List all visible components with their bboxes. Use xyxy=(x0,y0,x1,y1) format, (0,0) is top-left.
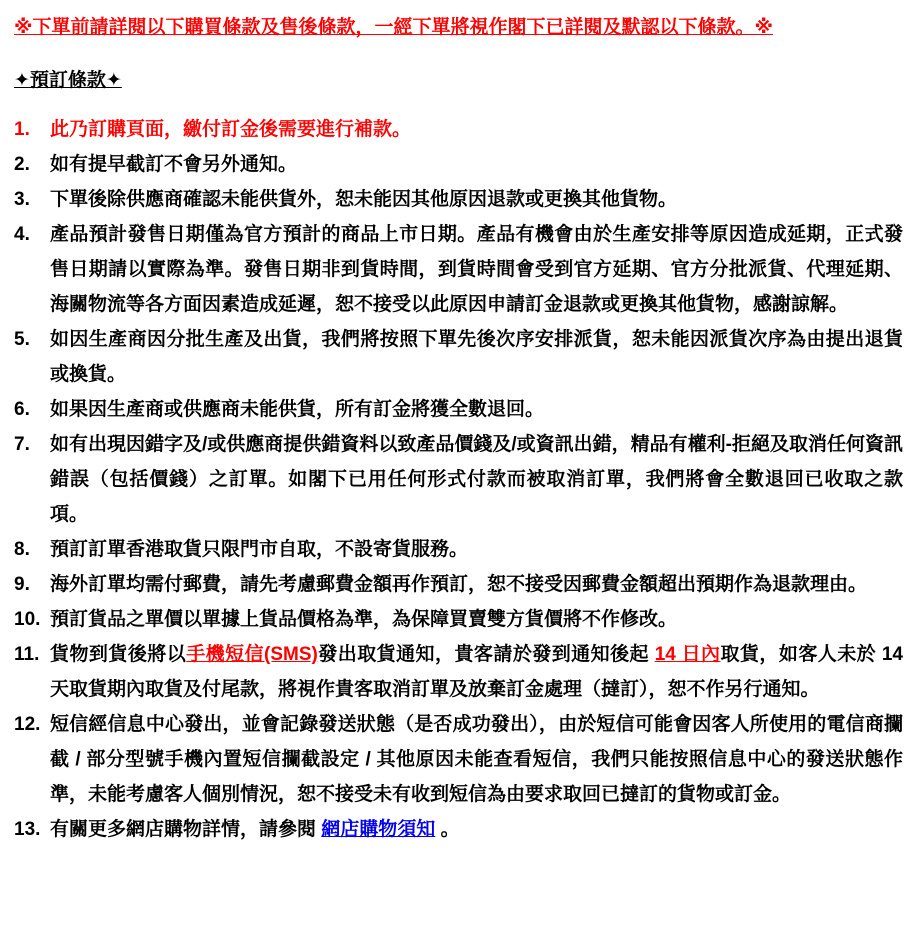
store-shopping-guide-link[interactable]: 網店購物須知 xyxy=(321,819,436,840)
text-segment: 手機短信(SMS) xyxy=(186,644,318,665)
term-number: 13. xyxy=(14,819,41,840)
term-number: 12. xyxy=(14,714,41,735)
text-segment: 短信經信息中心發出，並會記錄發送狀態（是否成功發出），由於短信可能會因客人所使用的電信商攔截 / 部分型號手機內置短信攔截設定 / 其他原因未能查看短信，我們只能按照信息中心的發送狀態作準，未能考慮客人個別情況，恕不接受未有收到短信為由要求取回已撻訂的貨物或訂金。 xyxy=(50,714,903,805)
text-segment: 如有提早截訂不會另外通知。 xyxy=(50,154,298,175)
term-text xyxy=(50,602,903,637)
text-segment: 海外訂單均需付郵費，請先考慮郵費金額再作預訂，恕不接受因郵費金額超出預期作為退款理由。 xyxy=(50,574,868,595)
term-text xyxy=(50,812,903,847)
term-item-4 xyxy=(14,217,903,322)
term-number: 9. xyxy=(14,574,30,595)
term-item-11 xyxy=(14,637,903,707)
term-text xyxy=(50,427,903,532)
text-segment: 此乃訂購頁面，繳付訂金後需要進行補款。 xyxy=(50,119,412,140)
text-segment: 如有出現因錯字及/或供應商提供錯資料以致產品價錢及/或資訊出錯，精品有權利-拒絕及取消任何資訊錯誤（包括價錢）之訂單。如閣下已用任何形式付款而被取消訂單，我們將會全數退回已收取之款項。 xyxy=(50,434,903,525)
term-item-6 xyxy=(14,392,903,427)
term-text xyxy=(50,182,903,217)
term-number: 7. xyxy=(14,434,30,455)
term-number: 8. xyxy=(14,539,30,560)
term-item-3 xyxy=(14,182,903,217)
term-text xyxy=(50,707,903,812)
text-segment: 貨物到貨後將以 xyxy=(50,644,187,665)
term-number: 4. xyxy=(14,224,30,245)
text-segment: 產品預計發售日期僅為官方預計的商品上市日期。產品有機會由於生產安排等原因造成延期，正式發售日期請以實際為準。發售日期非到貨時間，到貨時間會受到官方延期、官方分批派貨、代理延期、海關物流等各方面因素造成延遲，恕不接受以此原因申請訂金退款或更換其他貨物，感謝諒解。 xyxy=(50,224,903,315)
term-number: 10. xyxy=(14,609,41,630)
term-number: 3. xyxy=(14,189,30,210)
term-number: 1. xyxy=(14,119,30,140)
term-text xyxy=(50,567,903,602)
term-item-1 xyxy=(14,112,903,147)
term-item-7 xyxy=(14,427,903,532)
text-segment: 取貨，如客人未於 14 天取貨期內取貨及付尾款，將視作貴客取消訂單及放棄訂金處理（撻訂），恕不作另行通知。 xyxy=(50,644,903,700)
section-title-preorder-terms: ✦預訂條款✦ xyxy=(14,70,122,91)
term-text xyxy=(50,112,903,147)
text-segment: 如果因生產商或供應商未能供貨，所有訂金將獲全數退回。 xyxy=(50,399,545,420)
term-number: 2. xyxy=(14,154,30,175)
term-text xyxy=(50,322,903,392)
term-text xyxy=(50,637,903,707)
term-text xyxy=(50,392,903,427)
term-number: 6. xyxy=(14,399,30,420)
text-segment: 預訂訂單香港取貨只限門市自取，不設寄貨服務。 xyxy=(50,539,469,560)
text-segment: 。 xyxy=(435,819,460,840)
term-item-5 xyxy=(14,322,903,392)
term-text xyxy=(50,532,903,567)
text-segment: 有關更多網店購物詳情，請參閱 xyxy=(50,819,322,840)
term-number: 5. xyxy=(14,329,30,350)
term-item-10 xyxy=(14,602,903,637)
text-segment: 下單後除供應商確認未能供貨外，恕未能因其他原因退款或更換其他貨物。 xyxy=(50,189,678,210)
text-segment: 如因生產商因分批生產及出貨，我們將按照下單先後次序安排派貨，恕未能因派貨次序為由提出退貨或換貨。 xyxy=(50,329,903,385)
top-warning-text: ※下單前請詳閱以下購買條款及售後條款，一經下單將視作閣下已詳閱及默認以下條款。※ xyxy=(14,17,773,38)
text-segment: 發出取貨通知，貴客請於發到通知後起 xyxy=(317,644,655,665)
terms-list xyxy=(14,112,903,847)
term-item-2 xyxy=(14,147,903,182)
text-segment: 預訂貨品之單價以單據上貨品價格為準，為保障買賣雙方貨價將不作修改。 xyxy=(50,609,678,630)
term-item-13 xyxy=(14,812,903,847)
term-item-12 xyxy=(14,707,903,812)
term-text xyxy=(50,147,903,182)
term-text xyxy=(50,217,903,322)
text-segment: 14 日內 xyxy=(654,644,721,665)
term-item-8 xyxy=(14,532,903,567)
term-number: 11. xyxy=(14,644,40,665)
term-item-9 xyxy=(14,567,903,602)
